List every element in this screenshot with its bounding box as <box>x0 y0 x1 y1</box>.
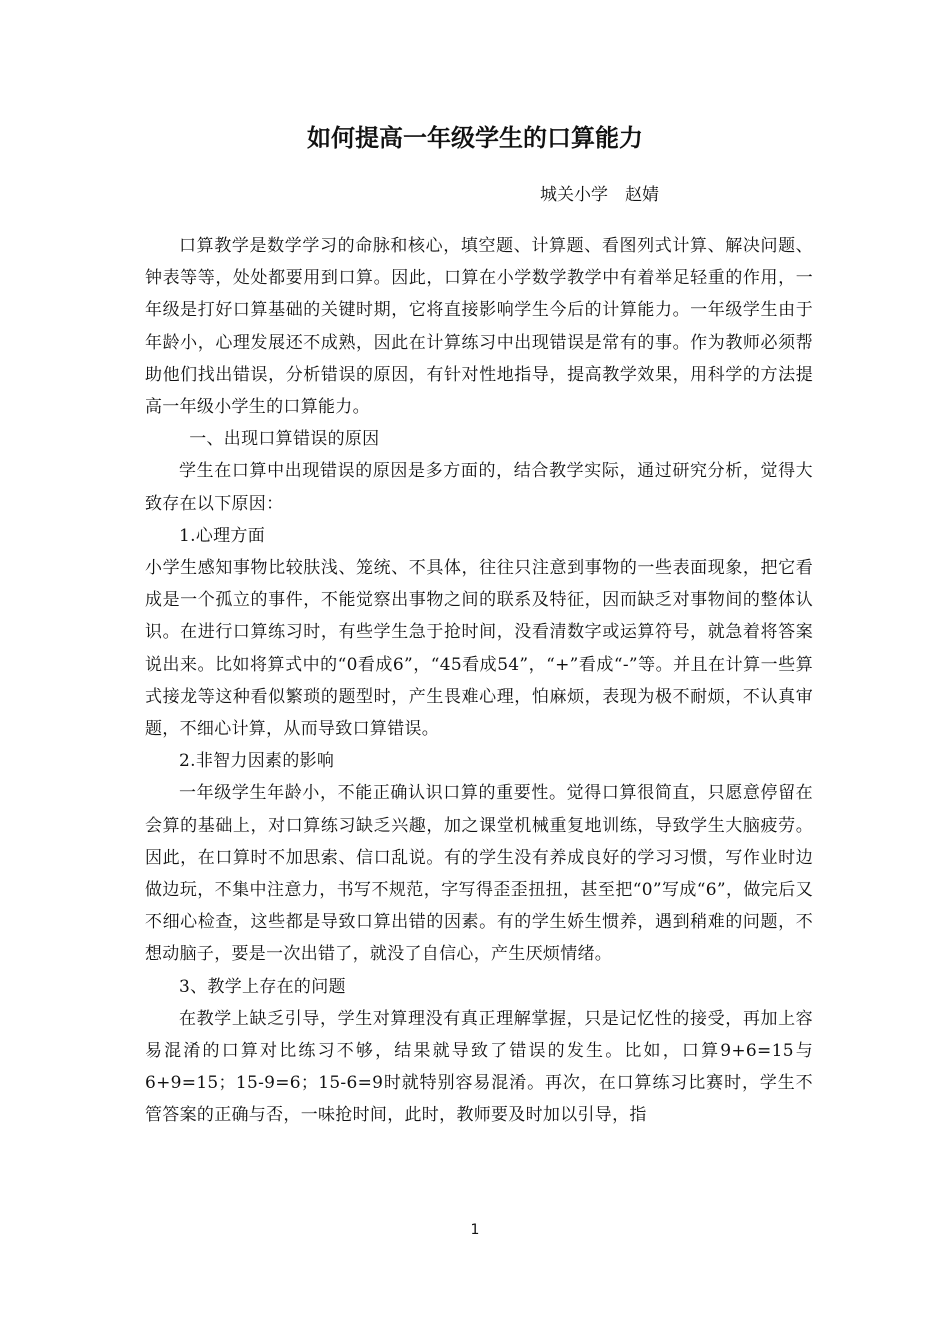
body-paragraph: 小学生感知事物比较肤浅、笼统、不具体，往往只注意到事物的一些表面现象，把它看成是一个孤立的事件，不能觉察出事物之间的联系及特征，因而缺乏对事物间的整体认识。在进行口算练习时，有些学生急于抢时间，没看清数字或运算符号，就急着将答案说出来。比如将算式中的“0看成6”，“45看成54”，“+”看成“-”等。并且在计算一些算式接龙等这种看似繁琐的题型时，产生畏难心理，怕麻烦，表现为极不耐烦，不认真审题，不细心计算，从而导致口算错误。 <box>145 558 813 740</box>
section-heading-1: 一、出现口算错误的原因 <box>189 429 380 450</box>
subheading-teaching-problems: 3、教学上存在的问题 <box>179 976 346 997</box>
body-paragraph: 一年级学生年龄小，不能正确认识口算的重要性。觉得口算很简直，只愿意停留在会算的基础上，对口算练习缺乏兴趣，加之课堂机械重复地训练，导致学生大脑疲劳。因此，在口算时不加思索、信口乱说。有的学生没有养成良好的学习习惯，写作业时边做边玩，不集中注意力，书写不规范，字写得歪歪扭扭，甚至把“0”写成“6”，做完后又不细心检查，这些都是导致口算出错的因素。有的学生娇生惯养，遇到稍难的问题，不想动脑子，要是一次出错了，就没了自信心，产生厌烦情绪。 <box>145 783 813 965</box>
body-paragraph: 在教学上缺乏引导，学生对算理没有真正理解掌握，只是记忆性的接受，再加上容易混淆的口算对比练习不够，结果就导致了错误的发生。比如，口算9+6=15与6+9=15；15-9=6；15-6=9时就特别容易混淆。再次，在口算练习比赛时，学生不管答案的正确与否，一味抢时间，此时，教师要及时加以引导，指 <box>145 1008 813 1126</box>
page-number: 1 <box>470 1222 480 1238</box>
subheading-psychology: 1.心理方面 <box>179 525 266 546</box>
intro-paragraph: 口算教学是数学学习的命脉和核心，填空题、计算题、看图列式计算、解决问题、钟表等等，处处都要用到口算。因此，口算在小学数学教学中有着举足轻重的作用，一年级是打好口算基础的关键时期，它将直接影响学生今后的计算能力。一年级学生由于年龄小，心理发展还不成熟，因此在计算练习中出现错误是常有的事。作为教师必须帮助他们找出错误，分析错误的原因，有针对性地指导，提高教学效果，用科学的方法提高一年级小学生的口算能力。 <box>145 236 813 418</box>
author-line: 城关小学 赵婧 <box>540 185 659 205</box>
subheading-non-intellectual: 2.非智力因素的影响 <box>179 751 335 772</box>
body-paragraph: 学生在口算中出现错误的原因是多方面的，结合教学实际，通过研究分析，觉得大致存在以下原因： <box>145 461 813 514</box>
document-title: 如何提高一年级学生的口算能力 <box>307 124 643 152</box>
document-body <box>145 230 813 1132</box>
